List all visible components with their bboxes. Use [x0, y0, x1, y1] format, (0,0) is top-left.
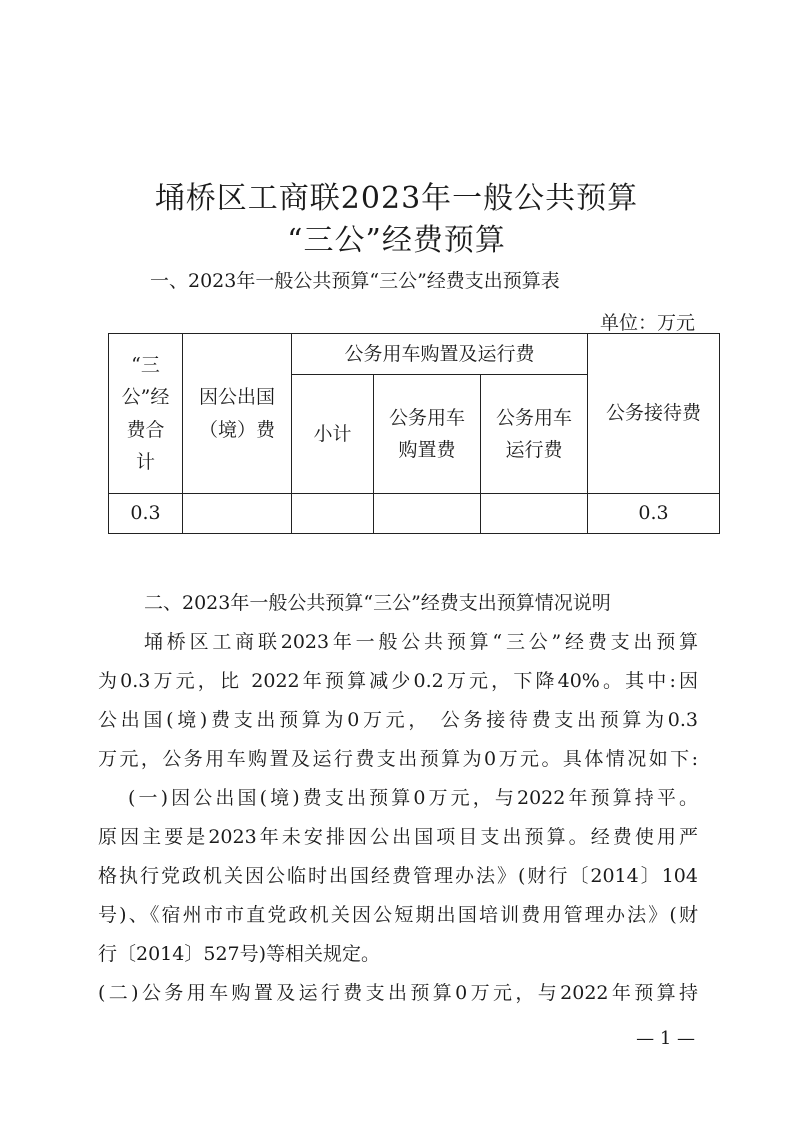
document-title-line1: 埇桥区工商联2023年一般公共预算	[154, 181, 639, 216]
three-public-expense-table	[108, 333, 720, 534]
document-title-line2: “三公”经费预算	[287, 223, 506, 258]
cell-total: 0.3	[109, 494, 183, 534]
section1-heading: 一、2023年一般公共预算“三公”经费支出预算表	[150, 270, 560, 292]
header-vehicle-purchase: 公务用车 购置费	[374, 375, 481, 494]
cell-vehicle-operation	[481, 494, 588, 534]
header-subtotal: 小计	[292, 375, 374, 494]
header-vehicle-group: 公务用车购置及运行费	[292, 334, 588, 375]
header-abroad: 因公出国 （境）费	[183, 334, 292, 494]
cell-abroad	[183, 494, 292, 534]
paragraph-abroad-expense: (一)因公出国(境)费支出预算0万元，与2022年预算持平。 原因主要是2023年未安排因公出国项目支出预算。经费使用严 格执行党政机关因公临时出国经费管理办法》(财行〔2014〕104 号)、《宿州市市直党政机关因公短期出国培训费用管理办法》(财 行〔2014〕527号)等相关规定。	[98, 787, 698, 965]
table-row	[109, 494, 720, 534]
page-number: — 1 —	[636, 1028, 695, 1049]
unit-label: 单位：万元	[599, 312, 695, 334]
header-vehicle-operation: 公务用车 运行费	[481, 375, 588, 494]
header-reception: 公务接待费	[588, 334, 720, 494]
cell-subtotal	[292, 494, 374, 534]
paragraph-summary: 埇桥区工商联2023年一般公共预算“三公”经费支出预算 为0.3万元，比 2022年预算减少0.2万元，下降40%。其中:因 公出国(境)费支出预算为0万元， 公务接待费支出预算为0.3 万元，公务用车购置及运行费支出预算为0万元。具体情况如下:	[98, 631, 698, 770]
cell-reception: 0.3	[588, 494, 720, 534]
cell-vehicle-purchase	[374, 494, 481, 534]
section2-heading: 二、2023年一般公共预算“三公”经费支出预算情况说明	[144, 592, 611, 614]
header-total: “三 公”经 费合 计	[109, 334, 183, 494]
paragraph-vehicle-expense: (二)公务用车购置及运行费支出预算0万元，与2022年预算持	[98, 982, 698, 1004]
